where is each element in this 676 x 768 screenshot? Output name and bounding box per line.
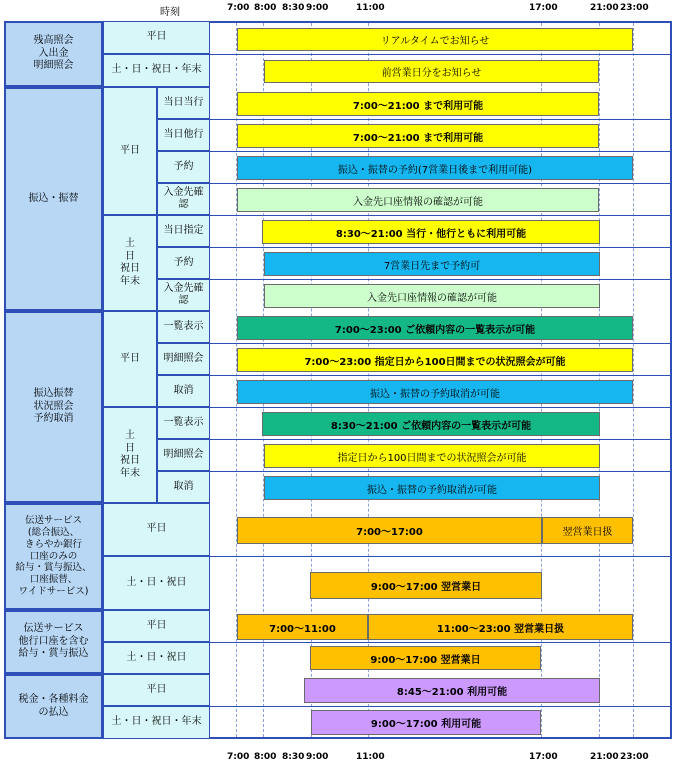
bar-list-view: 7:00〜23:00 ご依頼内容の一覧表示が可能	[237, 316, 633, 340]
item-reservation-holiday: 予約	[157, 247, 210, 279]
bar-payee-check-holiday: 入金先口座情報の確認が可能	[264, 284, 600, 308]
tick-bottom-23: 23:00	[620, 752, 649, 762]
bar-other-holiday: 9:00〜17:00 翌営業日	[310, 646, 541, 670]
row-divider	[210, 119, 670, 120]
bar-tax-weekday: 8:45〜21:00 利用可能	[304, 678, 600, 703]
category-transmission-other: 伝送サービス 他行口座を含む 給与・賞与振込	[4, 610, 103, 674]
item-same-day-own: 当日当行	[157, 87, 210, 119]
category-tax: 税金・各種料金 の払込	[4, 674, 103, 739]
row-divider	[210, 343, 670, 344]
row-divider	[210, 279, 670, 280]
day-holiday: 土・日・祝日・年末	[103, 54, 210, 87]
row-divider	[210, 215, 670, 216]
day-weekday: 平日	[103, 21, 210, 54]
bar-reservation-holiday: 7営業日先まで予約可	[264, 252, 600, 276]
tick-bottom-7: 7:00	[227, 752, 250, 762]
item-same-day-specified: 当日指定	[157, 215, 210, 247]
bar-balance-holiday: 前営業日分をお知らせ	[264, 60, 599, 83]
time-header-label: 時刻	[160, 7, 180, 18]
row-divider	[210, 183, 670, 184]
bar-balance-weekday: リアルタイムでお知らせ	[237, 28, 633, 51]
item-reservation: 予約	[157, 151, 210, 183]
tick-top-9: 9:00	[306, 3, 329, 13]
item-list-view: 一覧表示	[157, 311, 210, 343]
item-cancel: 取消	[157, 375, 210, 407]
day-holiday: 土・日・祝日	[103, 556, 210, 610]
item-list-view-holiday: 一覧表示	[157, 407, 210, 439]
bar-same-day-own: 7:00〜21:00 まで利用可能	[237, 92, 599, 116]
tick-bottom-9: 9:00	[306, 752, 329, 762]
row-divider	[210, 642, 670, 643]
bar-payee-check: 入金先口座情報の確認が可能	[237, 188, 599, 212]
item-payee-check-holiday: 入金先確認	[157, 279, 210, 311]
row-divider	[210, 706, 670, 707]
tick-bottom-11: 11:00	[356, 752, 385, 762]
bar-tax-holiday: 9:00〜17:00 利用可能	[311, 710, 541, 735]
tick-bottom-8: 8:00	[254, 752, 277, 762]
row-divider	[210, 556, 670, 557]
bar-cancel: 振込・振替の予約取消が可能	[237, 380, 633, 404]
day-holiday: 土・日・祝日	[103, 642, 210, 674]
bar-reservation: 振込・振替の予約(7営業日後まで利用可能)	[237, 156, 633, 180]
bar-same-day-specified: 8:30〜21:00 当行・他行ともに利用可能	[262, 220, 600, 244]
tick-top-17: 17:00	[529, 3, 558, 13]
row-divider	[210, 471, 670, 472]
item-detail-inquiry-holiday: 明細照会	[157, 439, 210, 471]
bar-detail-inquiry: 7:00〜23:00 指定日から100日間までの状況照会が可能	[237, 348, 633, 372]
bar-transmission-holiday: 9:00〜17:00 翌営業日	[310, 572, 542, 599]
item-payee-check: 入金先確認	[157, 183, 210, 215]
bar-other-afternoon: 11:00〜23:00 翌営業日扱	[368, 614, 633, 640]
bar-same-day-other: 7:00〜21:00 まで利用可能	[237, 124, 599, 148]
transfer-weekday-label: 平日	[103, 87, 157, 215]
day-holiday: 土・日・祝日・年末	[103, 706, 210, 739]
bar-other-morning: 7:00〜11:00	[237, 614, 368, 640]
day-weekday: 平日	[103, 674, 210, 706]
row-divider	[210, 407, 670, 408]
row-divider	[210, 151, 670, 152]
transfer-holiday-label: 土 日 祝日 年末	[103, 215, 157, 311]
item-detail-inquiry: 明細照会	[157, 343, 210, 375]
tick-bottom-17: 17:00	[529, 752, 558, 762]
tick-top-11: 11:00	[356, 3, 385, 13]
day-weekday: 平日	[103, 503, 210, 556]
category-transmission: 伝送サービス (総合振込、 きらやか銀行 口座のみの 給与・賞与振込、 口座振替、 ワイドサービス)	[4, 503, 103, 610]
tick-top-8: 8:00	[254, 3, 277, 13]
bar-cancel-holiday: 振込・振替の予約取消が可能	[264, 476, 600, 500]
row-divider	[210, 375, 670, 376]
category-balance: 残高照会 入出金 明細照会	[4, 21, 103, 87]
tick-bottom-21: 21:00	[590, 752, 619, 762]
category-status: 振込振替 状況照会 予約取消	[4, 311, 103, 503]
item-cancel-holiday: 取消	[157, 471, 210, 503]
row-divider	[210, 54, 670, 55]
grid-line-23	[633, 23, 634, 737]
status-weekday-label: 平日	[103, 311, 157, 407]
tick-top-7: 7:00	[227, 3, 250, 13]
bar-transmission-next-day: 翌営業日扱	[542, 517, 633, 544]
row-divider	[210, 247, 670, 248]
status-holiday-label: 土 日 祝日 年末	[103, 407, 157, 503]
item-same-day-other: 当日他行	[157, 119, 210, 151]
tick-bottom-830: 8:30	[282, 752, 305, 762]
tick-top-21: 21:00	[590, 3, 619, 13]
bar-transmission-weekday: 7:00〜17:00	[237, 517, 542, 544]
row-divider	[210, 439, 670, 440]
bar-list-view-holiday: 8:30〜21:00 ご依頼内容の一覧表示が可能	[262, 412, 600, 436]
tick-top-23: 23:00	[620, 3, 649, 13]
day-weekday: 平日	[103, 610, 210, 642]
tick-top-830: 8:30	[282, 3, 305, 13]
category-transfer: 振込・振替	[4, 87, 103, 311]
bar-detail-inquiry-holiday: 指定日から100日間までの状況照会が可能	[264, 444, 600, 468]
